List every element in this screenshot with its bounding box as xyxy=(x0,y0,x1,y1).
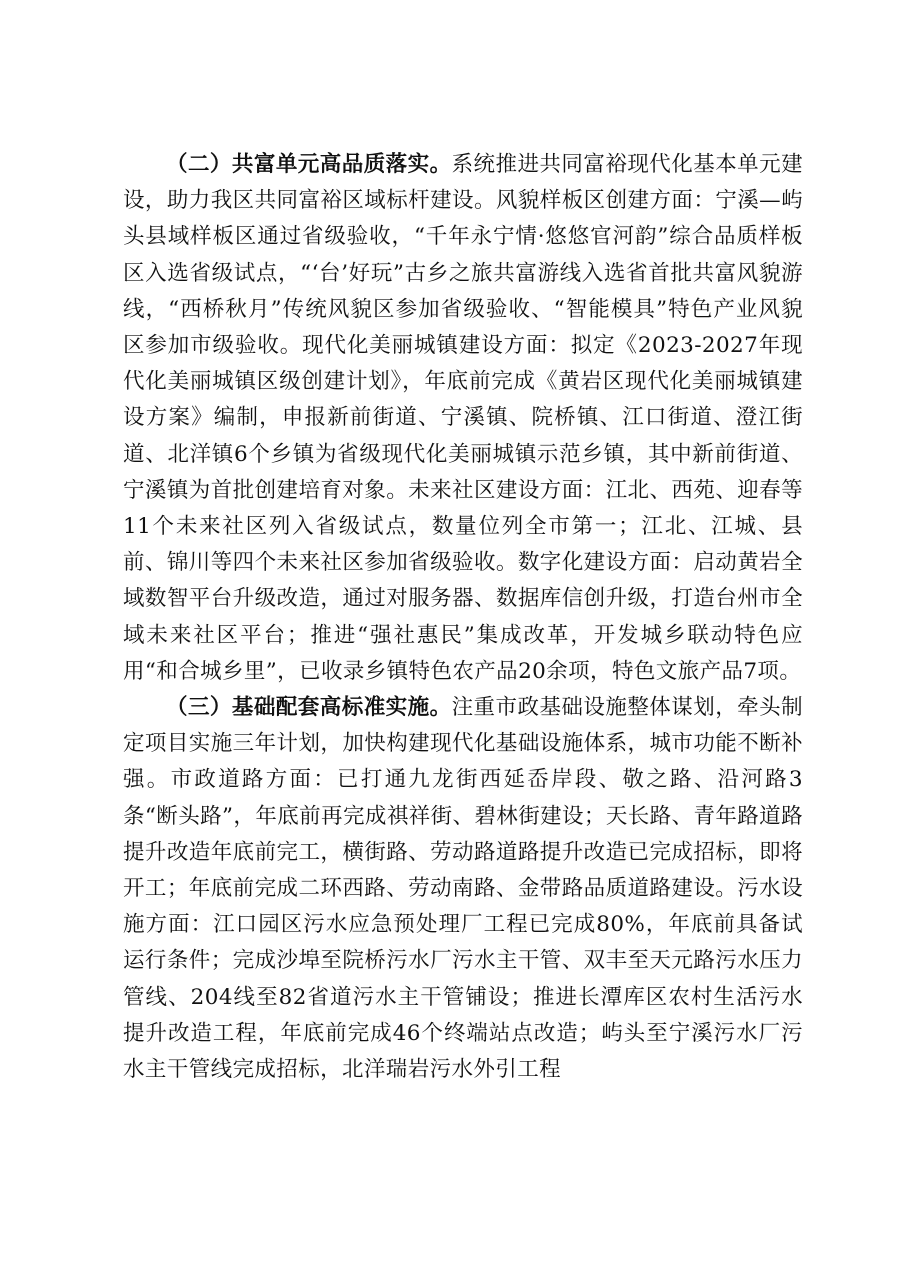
document-body xyxy=(123,147,803,1088)
paragraph-heading: （三）基础配套高标准实施。 xyxy=(166,695,452,721)
paragraph-common-prosperity xyxy=(123,147,803,690)
paragraph-text: 注重市政基础设施整体谋划，牵头制定项目实施三年计划，加快构建现代化基础设施体系，城市功能不断补强。市政道路方面：已打通九龙街西延岙岸段、敬之路、沿河路3条“断头路”，年底前再完成祺祥街、碧林街建设；天长路、青年路道路提升改造年底前完工，横街路、劳动路道路提升改造已完成招标，即将开工；年底前完成二环西路、劳动南路、金带路品质道路建设。污水设施方面：江口园区污水应急预处理厂工程已完成80%，年底前具备试运行条件；完成沙埠至院桥污水厂污水主干管、双丰至天元路污水压力管线、204线至82省道污水主干管铺设；推进长潭库区农村生活污水提升改造工程，年底前完成46个终端站点改造；屿头至宁溪污水厂污水主干管线完成招标，北洋瑞岩污水外引工程 xyxy=(123,695,804,1083)
paragraph-infrastructure xyxy=(123,690,803,1088)
paragraph-heading: （二）共富单元高品质落实。 xyxy=(166,152,452,177)
paragraph-text: 系统推进共同富裕现代化基本单元建设，助力我区共同富裕区域标杆建设。风貌样板区创建方面：宁溪—屿头县域样板区通过省级验收，“千年永宁情·悠悠官河韵”综合品质样板区入选省级试点，“‘台’好玩”古乡之旅共富游线入选省首批共富风貌游线，“西桥秋月”传统风貌区参加省级验收、“智能模具”特色产业风貌区参加市级验收。现代化美丽城镇建设方面：拟定《2023-2027年现代化美丽城镇区级创建计划》，年底前完成《黄岩区现代化美丽城镇建设方案》编制，申报新前街道、宁溪镇、院桥镇、江口街道、澄江街道、北洋镇6个乡镇为省级现代化美丽城镇示范乡镇，其中新前街道、宁溪镇为首批创建培育对象。未来社区建设方面：江北、西苑、迎春等11个未来社区列入省级试点，数量位列全市第一；江北、江城、县前、锦川等四个未来社区参加省级验收。数字化建设方面：启动黄岩全域数智平台升级改造，通过对服务器、数据库信创升级，打造台州市全域未来社区平台；推进“强社惠民”集成改革，开发城乡联动特色应用“和合城乡里”，已收录乡镇特色农产品20余项，特色文旅产品7项。 xyxy=(123,152,804,684)
